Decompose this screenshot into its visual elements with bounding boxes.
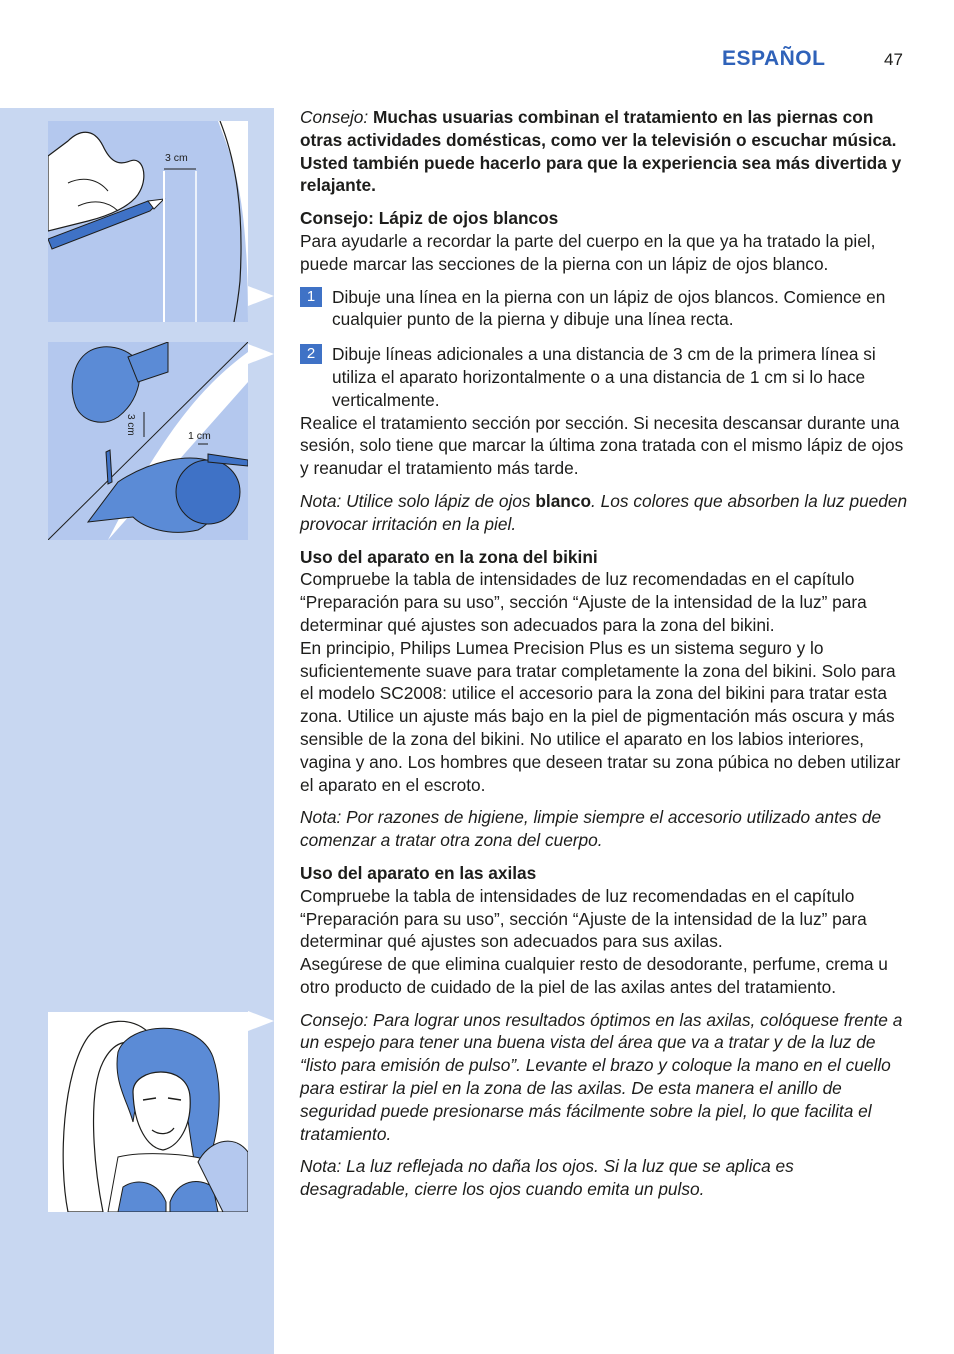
armpit-p2: Asegúrese de que elimina cualquier resto de desodorante, perfume, crema u otro producto de cuidado de la piel de las axilas antes del tratamiento. (300, 954, 888, 997)
tip-leg-activities (300, 106, 908, 197)
figure-pointer (248, 286, 274, 306)
step-number: 1 (300, 287, 322, 307)
step-1 (300, 286, 908, 332)
page-number: 47 (884, 50, 903, 69)
heading-armpit: Uso del aparato en las axilas (300, 862, 537, 883)
figure-leg-device (48, 342, 248, 540)
note-hygiene: Nota: Por razones de higiene, limpie siempre el accesorio utilizado antes de comenzar a tratar otra zona del cuerpo. (300, 807, 882, 851)
bikini-p1: Compruebe la tabla de intensidades de luz recomendadas en el capítulo “Preparación para su uso”, sección “Ajuste de la intensidad de la luz” para determinar qué ajustes son adecuados para la zona del bikini. (300, 569, 867, 635)
measure-label-3cm: 3 cm (165, 152, 188, 164)
pencil-after: Realice el tratamiento sección por sección. Si necesita descansar durante una sesión, solo tiene que marcar la última zona tratada con el mismo lápiz de ojos y reanudar el tratamiento más tarde. (300, 412, 904, 479)
language-label: ESPAÑOL (722, 47, 826, 70)
figure-pointer (248, 1011, 274, 1031)
main-content (300, 106, 908, 1201)
measure-label-3cm-vertical: 3 cm (125, 414, 136, 436)
step-text: Dibuje una línea en la pierna con un lápiz de ojos blancos. Comience en cualquier punto de la pierna y dibuje una línea recta. (332, 286, 886, 330)
note-before: Nota: Utilice solo lápiz de ojos (300, 490, 536, 511)
note-white-pencil (300, 490, 908, 536)
figure-armpit (48, 1012, 248, 1212)
measure-label-1cm: 1 cm (188, 430, 211, 442)
note-after: . Los colores que absorben la luz pueden provocar irritación en la piel. (300, 490, 908, 534)
step-number: 2 (300, 344, 322, 364)
note-bold: blanco (535, 490, 592, 511)
heading-bikini: Uso del aparato en la zona del bikini (300, 546, 598, 567)
figure-pointer (248, 344, 274, 364)
tip-lead: Consejo: (300, 107, 369, 127)
armpit-p1: Compruebe la tabla de intensidades de luz recomendadas en el capítulo “Preparación para su uso”, sección “Ajuste de la intensidad de la luz” para determinar qué ajustes son adecuados para sus axilas. (300, 885, 867, 952)
pencil-intro: Para ayudarle a recordar la parte del cuerpo en la que ya ha tratado la piel, puede marcar las secciones de la pierna con un lápiz de ojos blanco. (300, 230, 876, 274)
tip-text: Muchas usuarias combinan el tratamiento en las piernas con otras actividades domésticas, como ver la televisión o escuchar música. Usted también puede hacerlo para que la experiencia sea más divertida y relajante. (300, 107, 902, 196)
step-2 (300, 343, 908, 411)
note-eyes: Nota: La luz reflejada no daña los ojos. Si la luz que se aplica es desagradable, cierre los ojos cuando emita un pulso. (300, 1156, 794, 1200)
heading-pencil: Consejo: Lápiz de ojos blancos (300, 208, 559, 229)
figure-leg-marking (48, 121, 248, 322)
tip-mirror: Consejo: Para lograr unos resultados óptimos en las axilas, colóquese frente a un espejo para tener una buena vista del área que va a tratar y de la luz de “listo para emisión de pulso”. Levante el brazo y coloque la mano en el cuello para estirar la piel en la zona de las axilas. De esta manera el anillo de seguridad puede presionarse más fácilmente sobre la piel, lo que facilita el tratamiento. (300, 1009, 903, 1144)
bikini-p2: En principio, Philips Lumea Precision Plus es un sistema seguro y lo suficientemente suave para tratar completamente la zona del bikini. Solo para el modelo SC2008: utilice el accesorio para la zona del bikini para tratar esta zona. Utilice un ajuste más bajo en la piel de pigmentación más oscura y más sensible de la zona del bikini. No utilice el aparato en los labios interiores, vagina y ano. Los hombres que deseen tratar su zona púbica no deben utilizar el aparato en el escroto. (300, 637, 901, 795)
step-text: Dibuje líneas adicionales a una distancia de 3 cm de la primera línea si utiliza el aparato horizontalmente o a una distancia de 1 cm si lo hace verticalmente. (332, 344, 876, 410)
